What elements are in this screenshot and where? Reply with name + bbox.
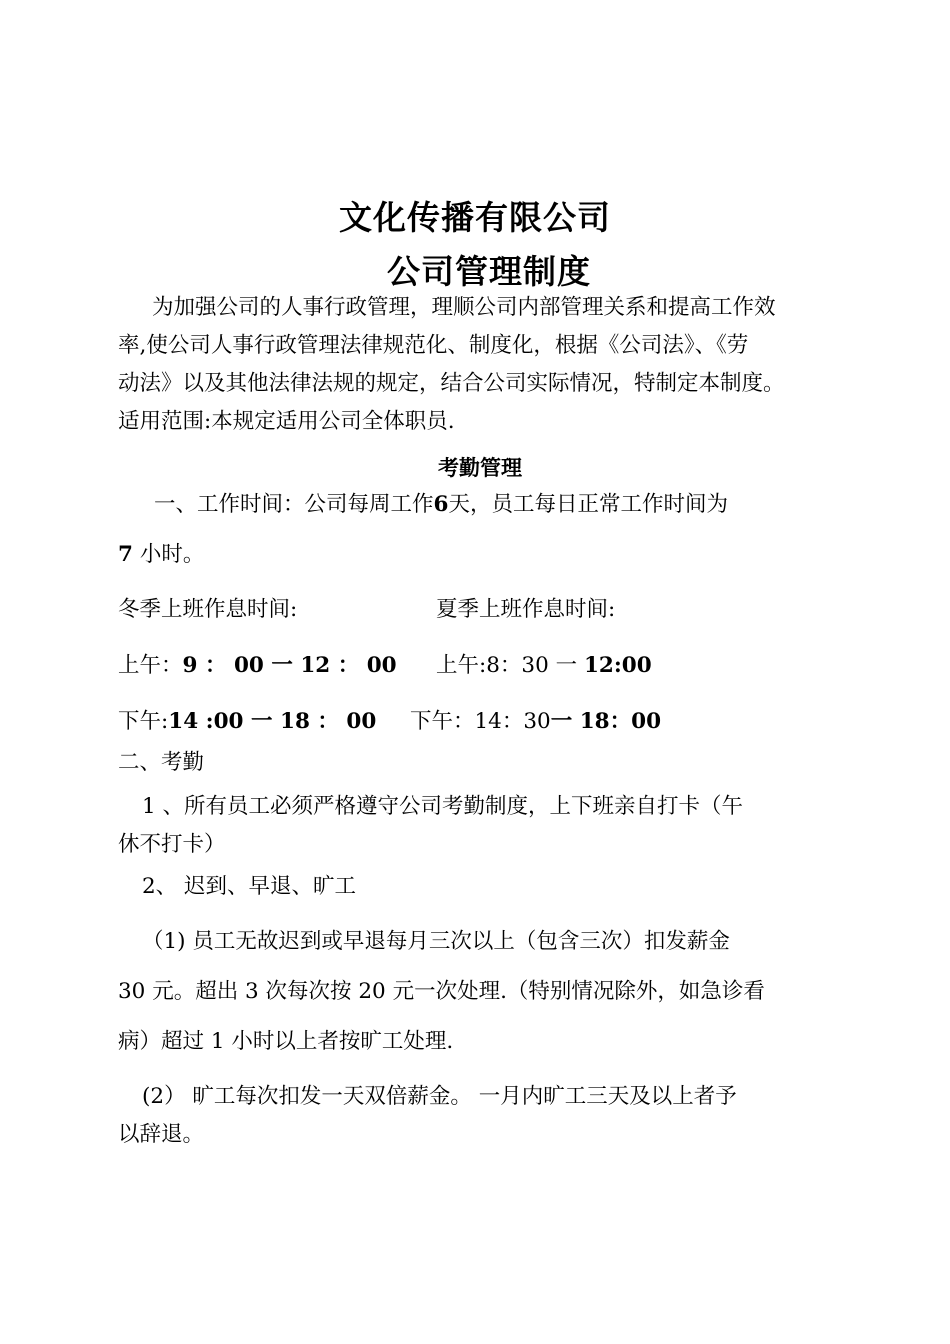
attendance-item-1-line-2: 休不打卡） bbox=[118, 832, 226, 857]
intro-line-3: 动法》以及其他法律法规的规定，结合公司实际情况，特制定本制度。 bbox=[118, 371, 785, 396]
attendance-item-1-line-1: 1 、所有员工必须严格遵守公司考勤制度，上下班亲自打卡（午 bbox=[142, 794, 744, 819]
work-hours: 7 bbox=[118, 542, 133, 567]
rule-1-line-3: 病）超过 1 小时以上者按旷工处理. bbox=[118, 1029, 454, 1054]
work-time-line-1 bbox=[154, 494, 854, 516]
summer-pm-label: 下午：14：30 bbox=[410, 709, 551, 734]
winter-pm-label: 下午: bbox=[118, 709, 169, 734]
company-title: 文化传播有限公司 bbox=[339, 198, 611, 237]
summer-pm bbox=[410, 711, 661, 733]
work-time-mid: 天，员工每日正常工作时间为 bbox=[448, 492, 728, 517]
intro-line-2: 率,使公司人事行政管理法律规范化、制度化，根据《公司法》、《劳 bbox=[118, 333, 749, 358]
winter-pm-time: 14 :00 一 18 ： 00 bbox=[168, 709, 377, 734]
work-time-suffix: 小时。 bbox=[139, 542, 205, 567]
work-time-line-2 bbox=[118, 544, 818, 566]
summer-am-label: 上午:8：30 一 bbox=[436, 653, 584, 678]
document-title: 公司管理制度 bbox=[387, 252, 591, 291]
rule-2-line-1: (2） 旷工每次扣发一天双倍薪金。 一月内旷工三天及以上者予 bbox=[142, 1084, 737, 1109]
work-time-prefix: 一、工作时间：公司每周工作 bbox=[154, 492, 434, 517]
schedule-labels-row bbox=[118, 599, 818, 621]
summer-schedule-label: 夏季上班作息时间: bbox=[436, 597, 616, 622]
rule-1-line-2: 30 元。超出 3 次每次按 20 元一次处理.（特别情况除外，如急诊看 bbox=[118, 979, 765, 1004]
winter-schedule-label: 冬季上班作息时间: bbox=[118, 597, 298, 622]
schedule-am-row bbox=[118, 655, 818, 677]
summer-am-end: 12:00 bbox=[583, 653, 652, 678]
intro-line-4: 适用范围:本规定适用公司全体职员. bbox=[118, 409, 455, 434]
summer-am bbox=[436, 655, 652, 677]
attendance-item-2: 2、 迟到、早退、旷工 bbox=[142, 874, 357, 899]
attendance-heading: 二、考勤 bbox=[118, 750, 205, 775]
work-days: 6 bbox=[433, 492, 449, 517]
schedule-pm-row bbox=[118, 711, 818, 733]
winter-am-time: 9 ： 00 一 12 ： 00 bbox=[182, 653, 397, 678]
summer-pm-end: 一 18：00 bbox=[550, 709, 662, 734]
rule-1-line-1: （1) 员工无故迟到或早退每月三次以上（包含三次）扣发薪金 bbox=[142, 929, 730, 954]
winter-am-label: 上午： bbox=[118, 653, 183, 678]
rule-2-line-2: 以辞退。 bbox=[118, 1122, 205, 1147]
intro-line-1: 为加强公司的人事行政管理，理顺公司内部管理关系和提高工作效 bbox=[152, 295, 776, 320]
section-title-attendance: 考勤管理 bbox=[438, 455, 522, 480]
